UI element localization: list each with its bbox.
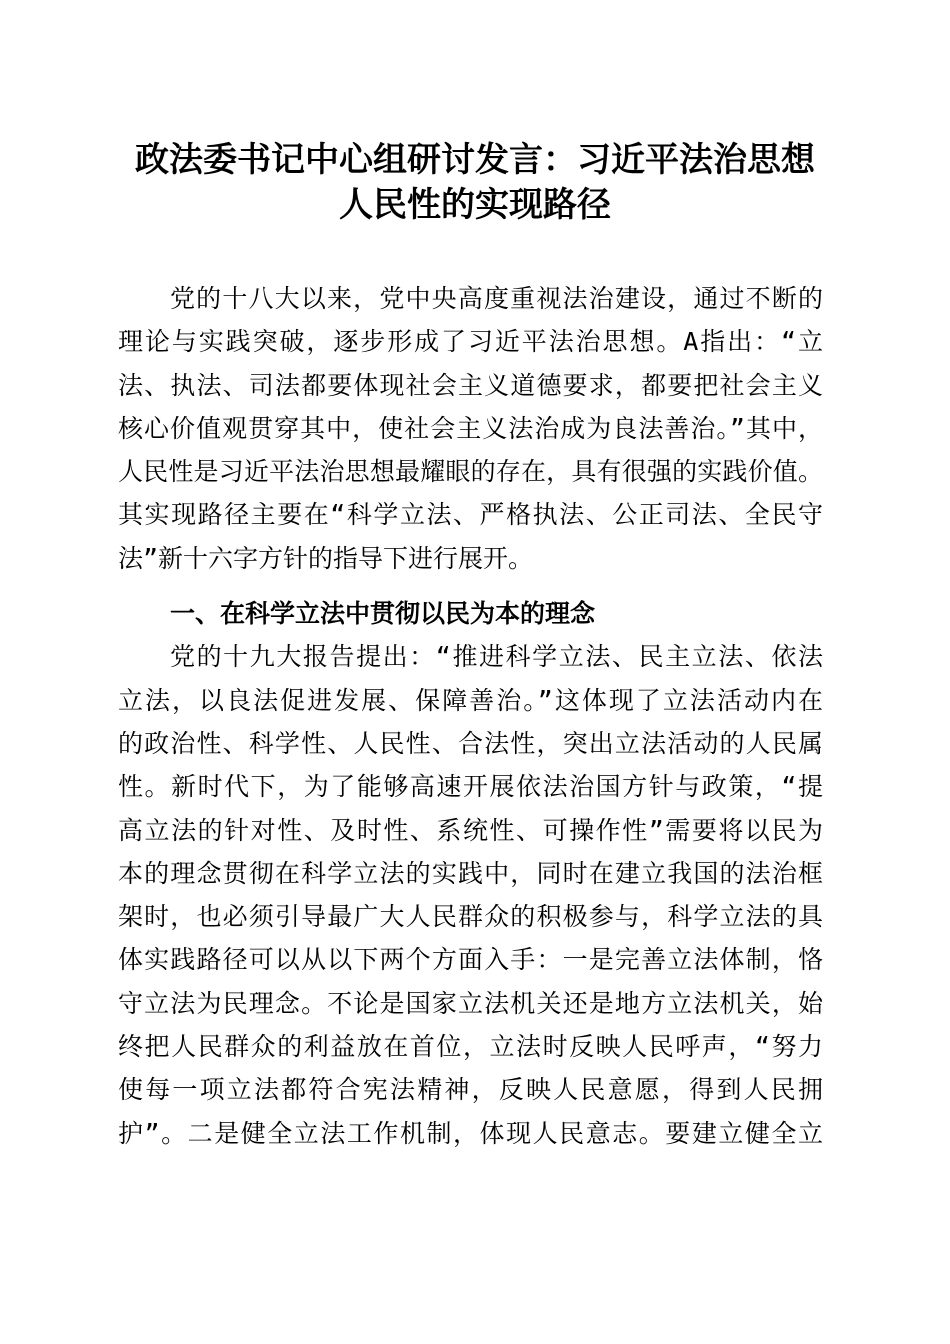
text-line: 高立法的针对性、及时性、系统性、可操作性”需要将以民为 bbox=[118, 815, 823, 845]
text-line: 党的十八大以来，党中央高度重视法治建设，通过不断的 bbox=[170, 284, 823, 313]
text-line: 守立法为民理念。不论是国家立法机关还是地方立法机关，始 bbox=[118, 988, 823, 1018]
text-line: 理论与实践突破，逐步形成了习近平法治思想。A指出：“立 bbox=[118, 327, 823, 357]
text-line: 使每一项立法都符合宪法精神，反映人民意愿，得到人民拥 bbox=[118, 1075, 823, 1105]
paragraph-section-1 bbox=[118, 635, 823, 1155]
title-line-2: 人民性的实现路径 bbox=[339, 185, 611, 225]
text-line: 核心价值观贯穿其中，使社会主义法治成为良法善治。”其中， bbox=[118, 413, 823, 443]
section-heading: 一、在科学立法中贯彻以民为本的理念 bbox=[170, 599, 596, 629]
paragraph-intro bbox=[118, 277, 823, 580]
text-line: 架时，也必须引导最广大人民群众的积极参与，科学立法的具 bbox=[118, 902, 823, 932]
document-body bbox=[118, 277, 823, 1155]
text-line: 本的理念贯彻在科学立法的实践中，同时在建立我国的法治框 bbox=[118, 858, 823, 888]
text-line: 性。新时代下，为了能够高速开展依法治国方针与政策，“提 bbox=[118, 772, 823, 802]
text-line: 法”新十六字方针的指导下进行展开。 bbox=[118, 543, 534, 573]
text-line: 终把人民群众的利益放在首位，立法时反映人民呼声，“努力 bbox=[118, 1032, 823, 1062]
title-line-1: 政法委书记中心组研讨发言：习近平法治思想 bbox=[135, 140, 815, 180]
document-title bbox=[0, 138, 950, 228]
text-line: 其实现路径主要在“科学立法、严格执法、公正司法、全民守 bbox=[118, 500, 823, 530]
text-line: 法、执法、司法都要体现社会主义道德要求，都要把社会主义 bbox=[118, 370, 823, 400]
text-line: 人民性是习近平法治思想最耀眼的存在，具有很强的实践价值。 bbox=[118, 457, 823, 487]
text-line: 体实践路径可以从以下两个方面入手：一是完善立法体制，恪 bbox=[118, 945, 823, 975]
text-line: 党的十九大报告提出：“推进科学立法、民主立法、依法 bbox=[170, 642, 823, 672]
text-line: 立法，以良法促进发展、保障善治。”这体现了立法活动内在 bbox=[118, 685, 823, 715]
text-line: 的政治性、科学性、人民性、合法性，突出立法活动的人民属 bbox=[118, 728, 823, 758]
text-line: 护”。二是健全立法工作机制，体现人民意志。要建立健全立 bbox=[118, 1118, 823, 1148]
